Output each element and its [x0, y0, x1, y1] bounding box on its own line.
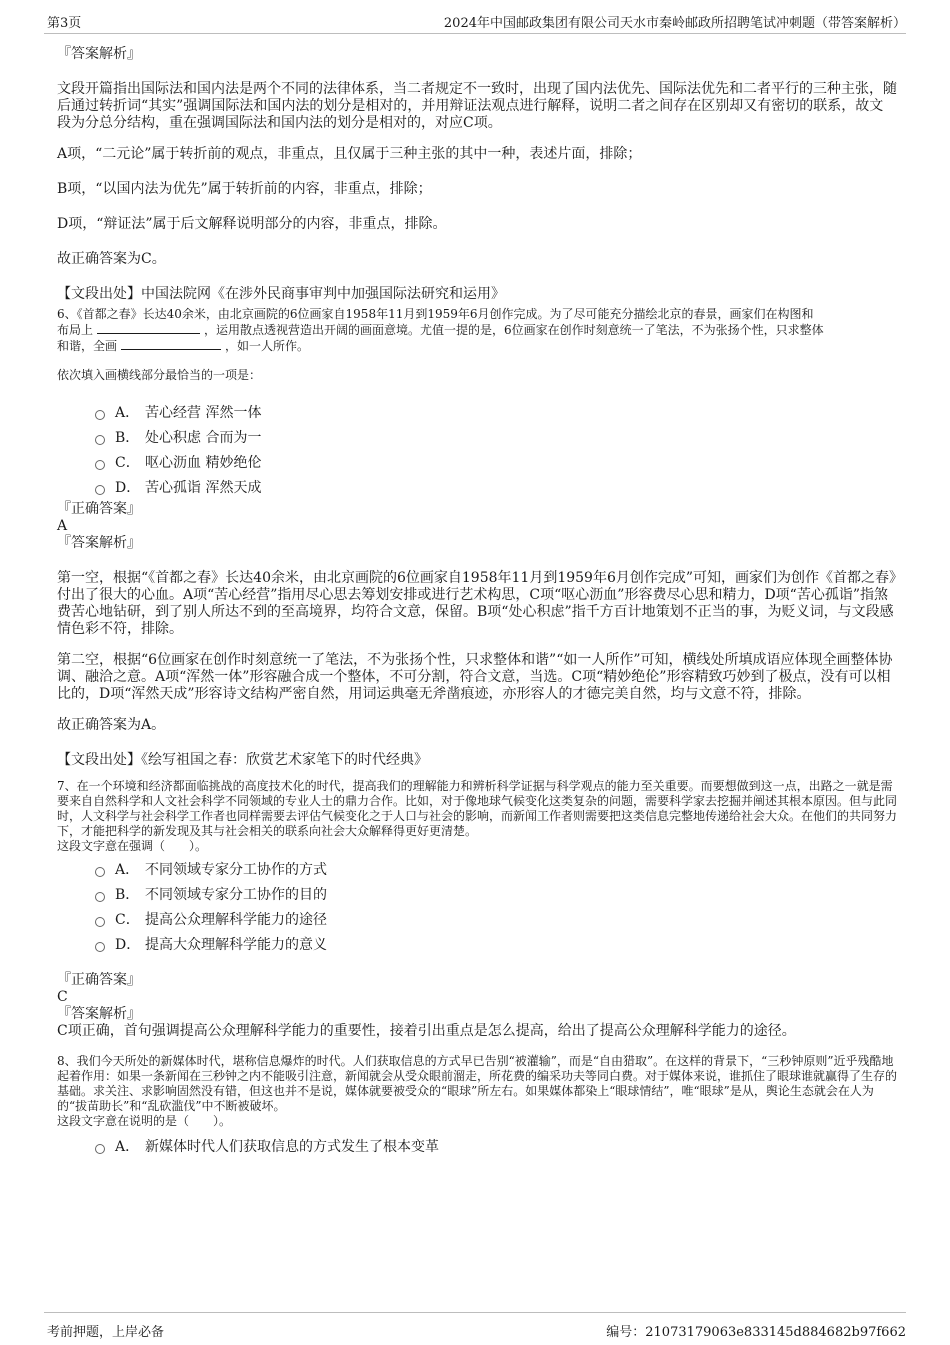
analysis-label: 『答案解析』: [57, 535, 141, 551]
options-list: [95, 401, 897, 501]
radio-icon[interactable]: [95, 485, 105, 495]
option-d[interactable]: [95, 933, 897, 958]
analysis-paragraph-1: 第一空，根据“《首都之春》长达40余米，由北京画院的6位画家自1958年11月到1959年6月创作完成”可知，画家们为创作《首都之春》付出了很大的心血。A项“苦心经营”指用尽心思去筹划安排或进行艺术构思，C项“呕心沥血”形容费尽心思和精力，D项“苦心孤诣”指煞费苦心地钻研，到了别人所达不到的至高境界，均符合文意，保留。B项“处心积虑”指千方百计地策划不正当的事，为贬义词，与文段感情色彩不符，排除。: [57, 570, 897, 637]
option-c[interactable]: [95, 908, 897, 933]
option-letter: A．: [115, 405, 140, 421]
answer-blank-1: [97, 322, 200, 334]
stem-text: ，运用散点透视营造出开阔的画面意境。尤值一提的是，6位画家在创作时刻意统一了笔法，不为张扬个性，只求整体: [204, 323, 824, 337]
analysis-paragraph: C项正确，首句强调提高公众理解科学能力的重要性，接着引出重点是怎么提高，给出了提高公众理解科学能力的途径。: [57, 1023, 796, 1039]
stem-text: 和谐，全画: [57, 339, 118, 353]
option-letter: A．: [115, 862, 140, 878]
footer-slogan: 考前押题，上岸必备: [47, 1325, 165, 1340]
option-letter: D．: [115, 480, 141, 496]
footer-divider: [44, 1312, 906, 1313]
option-letter: C．: [115, 912, 140, 928]
option-b[interactable]: [95, 426, 897, 451]
correct-answer-label: 『正确答案』: [57, 501, 141, 517]
option-letter: C．: [115, 455, 140, 471]
question-7: [57, 779, 897, 1040]
radio-icon[interactable]: [95, 942, 105, 952]
option-d[interactable]: [95, 476, 897, 501]
analysis-option-d: D项，“辩证法”属于后文解释说明部分的内容，非重点，排除。: [57, 216, 447, 232]
document-body: [57, 46, 897, 1160]
radio-icon[interactable]: [95, 460, 105, 470]
radio-icon[interactable]: [95, 867, 105, 877]
option-a[interactable]: [95, 1135, 897, 1160]
radio-icon[interactable]: [95, 1144, 105, 1154]
options-list: [95, 858, 897, 958]
option-letter: D．: [115, 937, 141, 953]
stem-line-1: 6、《首都之春》长达40余米，由北京画院的6位画家自1958年11月到1959年6月创作完成。为了尽可能充分描绘北京的春景，画家们在构图和: [57, 307, 814, 321]
radio-icon[interactable]: [95, 410, 105, 420]
option-text: 不同领域专家分工协作的方式: [145, 862, 327, 878]
radio-icon[interactable]: [95, 917, 105, 927]
analysis-paragraph-2: 第二空，根据“6位画家在创作时刻意统一了笔法，不为张扬个性，只求整体和谐”“如一人所作”可知，横线处所填成语应体现全画整体协调、融洽之意。A项“浑然一体”形容融合成一个整体，不可分割，符合文意，当选。C项“精妙绝伦”形容精致巧妙到了极点，没有可以相比的，D项“浑然天成”形容诗文结构严密自然，用词运典毫无斧凿痕迹，亦形容人的才德完美自然，均与文意不符，排除。: [57, 652, 893, 702]
analysis-label: 『答案解析』: [57, 1006, 141, 1022]
stem-text: 布局上: [57, 323, 94, 337]
question-stem: 7、在一个环境和经济都面临挑战的高度技术化的时代，提高我们的理解能力和辨析科学证据与科学观点的能力至关重要。而要想做到这一点，出路之一就是需要来自自然科学和人文社会科学不同领域的专业人士的鼎力合作。比如，对于像地球气候变化这类复杂的问题，需要科学家去挖掘并阐述其根本原因。但与此同时，人文科学与社会科学工作者也同样需要去评估气候变化之于人口与社会的影响，而新闻工作者则需要把这类信息完整地传递给社会大众。在他们的共同努力下，才能把科学的新发现及其与社会相关的联系向社会大众解释得更好更清楚。: [57, 779, 898, 838]
stem-text: ，如一人所作。: [225, 339, 310, 353]
option-text: 新媒体时代人们获取信息的方式发生了根本变革: [145, 1139, 439, 1155]
page-footer: [0, 1309, 950, 1345]
question-prompt: 这段文字意在强调（ ）。: [57, 839, 208, 853]
question-stem: 8、我们今天所处的新媒体时代，堪称信息爆炸的时代。人们获取信息的方式早已告别“被灌输”，而是“自由猎取”。在这样的背景下，“三秒钟原则”近乎残酷地起着作用：如果一条新闻在三秒钟之内不能吸引注意，新闻就会从受众眼前溜走，所花费的编采功夫等同白费。对于媒体来说，谁抓住了眼球谁就赢得了生存的基础。求关注、求影响固然没有错，但这也并不是说，媒体就要被受众的“眼球”所左右。如果媒体都染上“眼球情结”，唯“眼球”是从，舆论生态就会在人为的“拔苗助长”和“乱砍滥伐”中不断被破坏。: [57, 1054, 898, 1113]
question-6: [57, 307, 897, 769]
option-c[interactable]: [95, 451, 897, 476]
radio-icon[interactable]: [95, 892, 105, 902]
question-prompt: 依次填入画横线部分最恰当的一项是：: [57, 368, 262, 382]
analysis-label: 『答案解析』: [57, 46, 141, 62]
option-a[interactable]: [95, 401, 897, 426]
option-letter: B．: [115, 887, 140, 903]
options-list: [95, 1135, 897, 1160]
passage-source: 【文段出处】《绘写祖国之春：欣赏艺术家笔下的时代经典》: [57, 752, 428, 768]
question-8: [57, 1054, 897, 1160]
question-stem: [57, 307, 897, 354]
option-text: 苦心孤诣 浑然天成: [145, 480, 262, 496]
answer-blank-2: [121, 338, 221, 350]
header-divider: [44, 33, 906, 34]
question-prompt: 这段文字意在说明的是（ ）。: [57, 1114, 232, 1128]
option-b[interactable]: [95, 883, 897, 908]
document-title: 2024年中国邮政集团有限公司天水市秦岭邮政所招聘笔试冲刺题（带答案解析）: [443, 16, 906, 31]
option-letter: A．: [115, 1139, 140, 1155]
answer-conclusion: 故正确答案为A。: [57, 717, 166, 733]
option-text: 处心积虑 合而为一: [145, 430, 262, 446]
analysis-option-a: A项，“二元论”属于转折前的观点，非重点，且仅属于三种主张的其中一种，表述片面，排除；: [57, 146, 642, 162]
option-a[interactable]: [95, 858, 897, 883]
option-text: 提高公众理解科学能力的途径: [145, 912, 327, 928]
correct-answer: C: [57, 989, 68, 1005]
option-letter: B．: [115, 430, 140, 446]
option-text: 不同领域专家分工协作的目的: [145, 887, 327, 903]
passage-source: 【文段出处】中国法院网《在涉外民商事审判中加强国际法研究和运用》: [57, 286, 505, 302]
radio-icon[interactable]: [95, 435, 105, 445]
option-text: 呕心沥血 精妙绝伦: [145, 455, 262, 471]
option-text: 苦心经营 浑然一体: [145, 405, 262, 421]
correct-answer: A: [57, 518, 68, 534]
correct-answer-label: 『正确答案』: [57, 972, 141, 988]
page-header: [0, 0, 950, 34]
option-text: 提高大众理解科学能力的意义: [145, 937, 327, 953]
document-id: 编号：21073179063e833145d884682b97f662: [606, 1325, 906, 1340]
answer-conclusion: 故正确答案为C。: [57, 251, 166, 267]
analysis-paragraph: 文段开篇指出国际法和国内法是两个不同的法律体系，当二者规定不一致时，出现了国内法优先、国际法优先和二者平行的三种主张，随后通过转折词“其实”强调国际法和国内法的划分是相对的，并用辩证法观点进行解释，说明二者之间存在区别却又有密切的联系，故文段为分总分结构，重在强调国际法和国内法的划分是相对的，对应C项。: [57, 81, 897, 131]
page-number: 第3页: [47, 16, 82, 31]
analysis-option-b: B项，“以国内法为优先”属于转折前的内容，非重点，排除；: [57, 181, 432, 197]
